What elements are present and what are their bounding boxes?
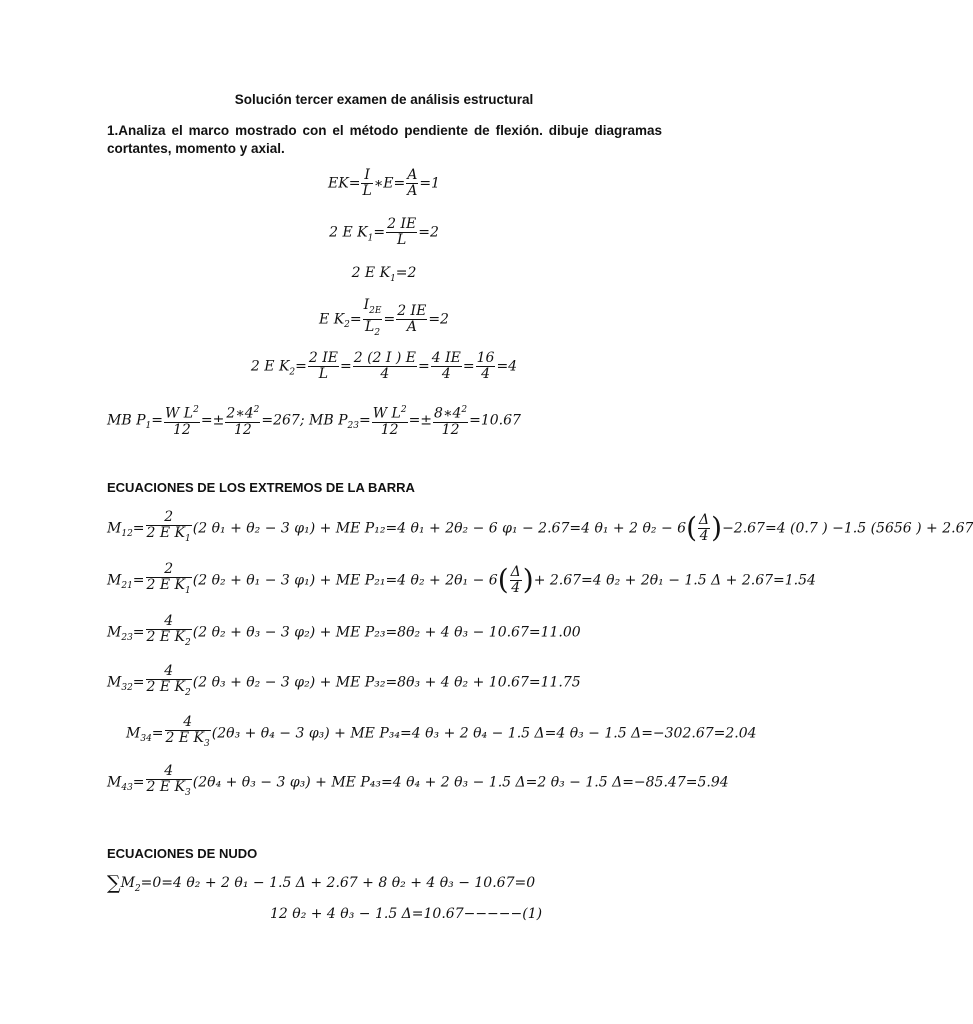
- ek-fraction-1: [361, 168, 372, 199]
- mbp23-sub: 23: [347, 421, 359, 432]
- question-1: 1.Analiza el marco mostrado con el método pendiente de flexión. dibuje diagramas cortantes, momento y axial.: [107, 123, 662, 156]
- ek2-lhs: E K: [319, 311, 345, 328]
- equation-ek2-expanded: [0, 351, 768, 382]
- equation-m21: [107, 562, 816, 599]
- m32-fraction-den: [146, 680, 192, 701]
- ek2-f1-den-sub: 2: [374, 327, 381, 338]
- m43-den-text: 2 E K: [146, 779, 186, 795]
- mbp23-f1-num-text: W L: [372, 405, 401, 422]
- equation-ek1-result: [0, 265, 768, 284]
- m23-sub: 23: [121, 633, 133, 644]
- ek-fraction-2-num: A: [407, 167, 418, 183]
- m43-sub: 43: [121, 783, 133, 794]
- ek1-fraction-den: L: [397, 232, 407, 248]
- m23-body: (2 θ₂ + θ₃ − 3 φ₂) + ME P₂₃=8θ₂ + 4 θ₃ − 10.67=11.00: [192, 624, 581, 641]
- ek2b-eq4: =: [462, 358, 475, 375]
- m21-paren-close: ): [522, 563, 534, 597]
- equation-m12: [107, 510, 973, 547]
- mbp1-f2-num-text: 2∗4: [226, 405, 254, 422]
- ek2-fraction-1-num: [363, 298, 383, 320]
- m43-body: (2θ₄ + θ₃ − 3 φ₃) + ME P₄₃=4 θ₄ + 2 θ₃ − 1.5 Δ=2 θ₃ − 1.5 Δ=−85.47=5.94: [192, 774, 729, 791]
- ek2b-fraction-1: [308, 351, 339, 382]
- m12-sub: 12: [121, 529, 133, 540]
- m32-lhs: M: [107, 674, 122, 691]
- m23-fraction: [146, 614, 192, 651]
- m23-eq: =: [132, 624, 145, 641]
- mbp23-fraction-2: [433, 403, 468, 438]
- mbp1-f1-num: [164, 403, 200, 423]
- section-heading-nudo: ECUACIONES DE NUDO: [107, 846, 258, 861]
- m21-body: (2 θ₂ + θ₁ − 3 φ₁) + ME P₂₁=4 θ₂ + 2θ₁ − 6: [192, 572, 498, 589]
- mbp1-pm: =±: [200, 412, 225, 429]
- ek2-f1-den-main: L: [365, 318, 375, 335]
- ek2b-f1-den: L: [318, 366, 329, 382]
- mbp1-eq: =: [151, 412, 163, 429]
- m34-den-text: 2 E K: [165, 730, 205, 746]
- ek2b-eq3: =: [418, 358, 430, 375]
- equation-1: 12 θ₂ + 4 θ₃ − 1.5 Δ=10.67−−−−−(1): [270, 906, 543, 922]
- ek1-eq: =: [373, 224, 386, 241]
- ek1b-lhs: 2 E K: [351, 265, 391, 281]
- m34-fraction-den: [165, 731, 211, 752]
- ek1-fraction: [386, 217, 417, 248]
- ek1-lhs: 2 E K: [329, 224, 368, 241]
- m43-den-sub: 3: [185, 787, 191, 798]
- ek2-eq2: =: [383, 311, 396, 328]
- m12-delta-den: 4: [699, 527, 709, 544]
- mbp1-fraction-2: [225, 403, 260, 438]
- m34-eq: =: [151, 725, 164, 742]
- ek2-f1-num-main: I: [363, 297, 370, 313]
- equation-m34: [126, 715, 757, 752]
- ek1b-rhs: =2: [395, 265, 417, 281]
- mbp1-f1-sup: 2: [193, 405, 199, 415]
- ek2b-eq2: =: [340, 358, 352, 375]
- m34-den-sub: 3: [204, 738, 210, 749]
- ek2-sub: 2: [344, 320, 350, 331]
- mbp23-eq: =: [358, 412, 371, 429]
- ek-rhs: =1: [419, 175, 440, 192]
- m32-sub: 32: [121, 683, 133, 694]
- mbp23-pm: =±: [408, 412, 433, 429]
- mbp23-f2-den: 12: [441, 421, 460, 438]
- mbp23-f1-sup: 2: [400, 405, 407, 415]
- mbp23-f2-sup: 2: [461, 405, 468, 415]
- m34-body: (2θ₃ + θ₄ − 3 φ₃) + ME P₃₄=4 θ₃ + 2 θ₄ − 1.5 Δ=4 θ₃ − 1.5 Δ=−302.67=2.04: [211, 725, 757, 742]
- m12-eq: =: [132, 520, 145, 537]
- mbp23-f1-den: 12: [380, 421, 399, 438]
- m32-body: (2 θ₃ + θ₂ − 3 φ₂) + ME P₃₂=8θ₃ + 4 θ₂ + 10.67=11.75: [192, 674, 581, 691]
- m21-tail: + 2.67=4 θ₂ + 2θ₁ − 1.5 Δ + 2.67=1.54: [533, 572, 816, 589]
- ek1b-sub: 1: [390, 273, 396, 284]
- equation-mbp: [107, 403, 521, 438]
- m43-fraction-num: 4: [146, 764, 192, 780]
- ek2-fraction-2-num: 2 IE: [397, 302, 427, 319]
- ek1-sub: 1: [367, 233, 374, 244]
- m21-delta-den: 4: [511, 579, 521, 596]
- m43-lhs: M: [107, 774, 122, 791]
- m12-paren-open: (: [686, 511, 697, 545]
- ek2b-f4-den: 4: [481, 366, 490, 382]
- ek-lhs: EK=: [328, 175, 361, 192]
- m12-delta-fraction: [698, 513, 710, 544]
- nudo-lhs: M: [120, 875, 135, 891]
- m21-lhs: M: [107, 572, 122, 589]
- mbp23-lhs: MB P: [309, 412, 348, 429]
- ek2b-fraction-3: [431, 351, 462, 382]
- ek2b-f4-num: 16: [476, 350, 495, 366]
- equation-m43: [107, 764, 729, 801]
- equation-ek: [0, 168, 768, 199]
- m23-den-text: 2 E K: [146, 629, 186, 645]
- m34-fraction: [165, 715, 211, 752]
- ek2b-fraction-2: [353, 351, 417, 382]
- m43-fraction: [146, 764, 192, 801]
- mbp1-f1-num-text: W L: [164, 405, 194, 422]
- mbp1-fraction-1: [164, 403, 200, 438]
- m32-fraction: [146, 664, 192, 701]
- m32-fraction-num: 4: [146, 664, 192, 680]
- mbp1-f2-num: [225, 403, 260, 423]
- mbp23-f2-num-text: 8∗4: [434, 405, 462, 422]
- ek2-fraction-2: [396, 304, 427, 335]
- mbp23-f1-num: [372, 403, 408, 423]
- m12-lhs: M: [107, 520, 122, 537]
- ek2b-fraction-4: [476, 351, 496, 382]
- ek-fraction-1-num: I: [361, 168, 372, 184]
- m12-den-sub: 1: [185, 533, 191, 544]
- ek2b-f1-num: 2 IE: [308, 350, 338, 366]
- m21-den-text: 2 E K: [146, 577, 186, 593]
- m12-fraction: [146, 510, 192, 547]
- m23-lhs: M: [107, 624, 122, 641]
- nudo-sub: 2: [134, 883, 141, 894]
- m23-fraction-den: [146, 630, 192, 651]
- ek-fraction-2-den: A: [407, 183, 418, 199]
- equation-ek2: [0, 298, 768, 341]
- m12-fraction-num: 2: [146, 510, 192, 526]
- ek-mid: ∗E=: [373, 175, 406, 192]
- ek1-rhs: =2: [418, 224, 439, 241]
- ek1-fraction-num: 2 IE: [387, 216, 417, 232]
- ek2-rhs: =2: [428, 311, 449, 328]
- ek2b-sub: 2: [289, 367, 296, 378]
- m21-fraction-num: 2: [146, 562, 192, 578]
- ek2-fraction-1: [363, 298, 383, 341]
- ek2b-f3-den: 4: [441, 366, 451, 382]
- m23-den-sub: 2: [185, 637, 191, 648]
- ek2-fraction-1-den: [363, 320, 383, 341]
- mbp23-rhs: =10.67: [469, 412, 521, 429]
- m21-delta-num: Δ: [510, 563, 521, 580]
- nudo-rhs: =0=4 θ₂ + 2 θ₁ − 1.5 Δ + 2.67 + 8 θ₂ + 4 θ₃ − 10.67=0: [140, 875, 536, 891]
- ek2b-f2-num: 2 (2 I ) E: [353, 350, 417, 366]
- equation-sum-m2: [107, 872, 535, 894]
- ek2b-eq: =: [295, 358, 307, 375]
- m21-delta-fraction: [510, 565, 522, 596]
- ek2b-f2-den: 4: [380, 366, 390, 382]
- mbp23-fraction-1: [372, 403, 408, 438]
- m43-eq: =: [132, 774, 145, 791]
- m12-body: (2 θ₁ + θ₂ − 3 φ₁) + ME P₁₂=4 θ₁ + 2θ₂ − 6 φ₁ − 2.67=4 θ₁ + 2 θ₂ − 6: [192, 520, 687, 537]
- ek2b-lhs: 2 E K: [250, 358, 290, 375]
- m12-paren-close: ): [711, 511, 723, 545]
- ek2b-rhs: =4: [496, 358, 518, 375]
- ek-fraction-1-den: L: [362, 183, 372, 199]
- document-title: Solución tercer examen de análisis estructural: [234, 92, 534, 107]
- m21-fraction: [146, 562, 192, 599]
- m32-eq: =: [132, 674, 145, 691]
- m34-sub: 34: [140, 734, 152, 745]
- mbp1-f1-den: 12: [172, 421, 191, 438]
- m23-fraction-num: 4: [146, 614, 192, 630]
- m43-fraction-den: [146, 780, 192, 801]
- section-heading-barra: ECUACIONES DE LOS EXTREMOS DE LA BARRA: [107, 480, 415, 495]
- summation-icon: ∑: [107, 872, 121, 894]
- m12-fraction-den: [146, 526, 192, 547]
- mbp1-f2-den: 12: [233, 421, 252, 438]
- ek2-fraction-2-den: A: [406, 318, 417, 335]
- m12-delta-num: Δ: [699, 511, 710, 528]
- m21-paren-open: (: [497, 563, 509, 597]
- m34-fraction-num: 4: [165, 715, 211, 731]
- m21-sub: 21: [121, 581, 133, 592]
- equation-ek1: [0, 217, 768, 248]
- mbp1-f2-sup: 2: [253, 405, 260, 415]
- equation-m32: [107, 664, 581, 701]
- m21-den-sub: 1: [185, 585, 191, 596]
- mbp1-lhs: MB P: [107, 412, 146, 429]
- ek2b-f3-num: 4 IE: [431, 350, 461, 366]
- m34-lhs: M: [126, 725, 141, 742]
- ek2-eq: =: [349, 311, 362, 328]
- m21-eq: =: [132, 572, 145, 589]
- equation-m23: [107, 614, 581, 651]
- mbp1-rhs: =267;: [261, 412, 310, 429]
- mbp1-sub: 1: [145, 421, 152, 432]
- m21-fraction-den: [146, 578, 192, 599]
- m32-den-sub: 2: [185, 687, 191, 698]
- ek-fraction-2: [406, 168, 418, 199]
- m12-tail: −2.67=4 (0.7 ) −1.5 (5656 ) + 2.67: [722, 520, 973, 537]
- m32-den-text: 2 E K: [146, 679, 186, 695]
- mbp23-f2-num: [433, 403, 468, 423]
- ek2-f1-num-sub: 2E: [369, 305, 382, 316]
- m12-den-text: 2 E K: [146, 525, 186, 541]
